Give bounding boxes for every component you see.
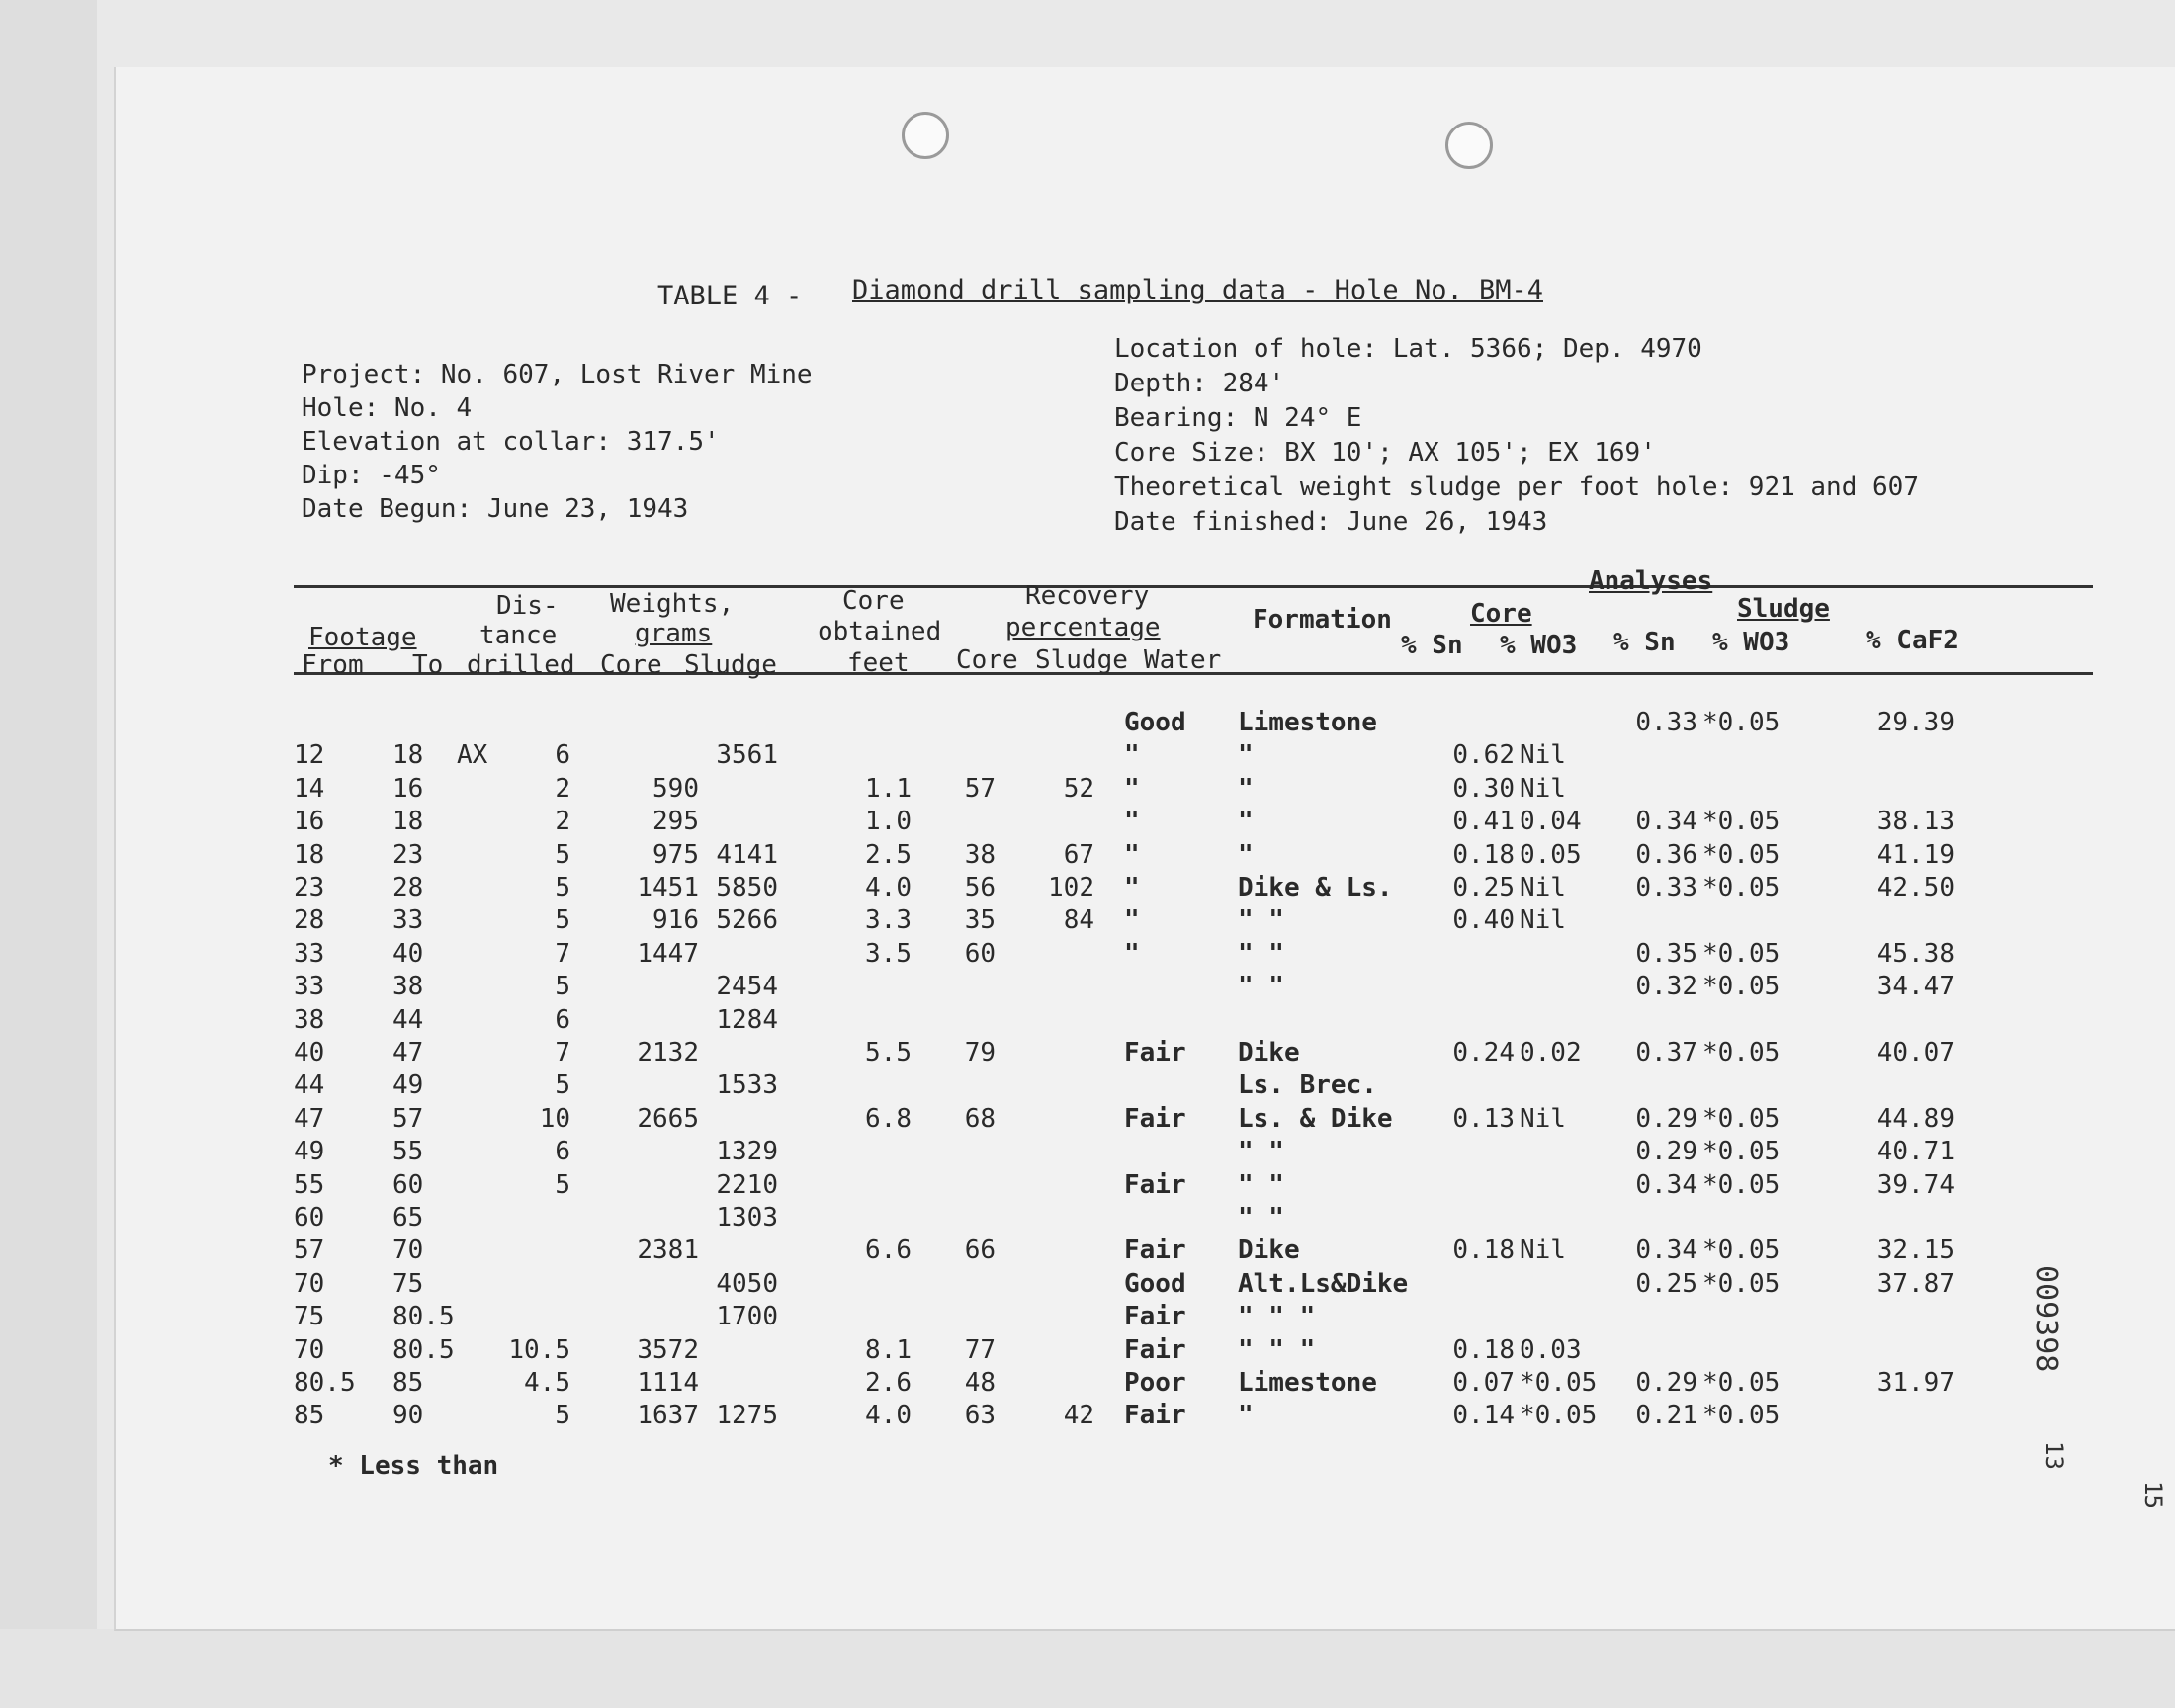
cell-formation: " " — [1238, 972, 1284, 1002]
cell-c-wo3: 0.04 — [1520, 807, 1582, 837]
cell-from: 44 — [294, 1070, 325, 1101]
cell-rec-core: 66 — [964, 1236, 996, 1266]
cell-feet: 6.8 — [865, 1103, 912, 1134]
cell-w-sludge: 1533 — [716, 1070, 778, 1101]
header-core-sn: % Sn — [1401, 631, 1463, 660]
document-page — [114, 67, 2175, 1631]
cell-formation: " — [1238, 740, 1254, 771]
cell-to: 23 — [392, 839, 424, 870]
cell-rec-water: Fair — [1124, 1038, 1186, 1068]
cell-from: 57 — [294, 1236, 325, 1266]
cell-s-sn: 0.34 — [1635, 807, 1697, 837]
cell-drilled: 2 — [555, 773, 570, 804]
cell-from: 16 — [294, 807, 325, 837]
cell-rec-sludge: 67 — [1063, 839, 1094, 870]
cell-rec-water: " — [1124, 938, 1140, 969]
cell-formation: Ls. Brec. — [1238, 1070, 1377, 1101]
cell-s-caf2: 44.89 — [1876, 1103, 1955, 1134]
cell-s-sn: 0.25 — [1635, 1268, 1697, 1299]
cell-rec-sludge: 102 — [1048, 873, 1094, 902]
cell-rec-core: 35 — [964, 905, 996, 936]
cell-s-sn: 0.32 — [1635, 972, 1697, 1002]
hole-line: Hole: No. 4 — [302, 393, 473, 423]
cell-from: 33 — [294, 938, 325, 969]
cell-c-wo3: 0.02 — [1520, 1038, 1582, 1068]
cell-w-core: 2381 — [637, 1236, 699, 1266]
cell-rec-water: Fair — [1124, 1103, 1186, 1134]
header-dis: Dis- — [496, 591, 559, 621]
cell-w-sludge: 1284 — [716, 1004, 778, 1035]
cell-c-wo3: Nil — [1520, 740, 1566, 771]
table-number: TABLE 4 - — [657, 281, 803, 311]
cell-rec-water: Fair — [1124, 1236, 1186, 1266]
cell-c-sn: 0.41 — [1452, 807, 1515, 837]
cell-rec-water: " — [1124, 839, 1140, 870]
cell-c-sn: 0.30 — [1452, 773, 1515, 804]
elevation-line: Elevation at collar: 317.5' — [302, 427, 720, 457]
cell-c-sn: 0.13 — [1452, 1103, 1515, 1134]
cell-formation: " — [1238, 839, 1254, 870]
cell-drilled: 6 — [555, 1004, 570, 1035]
cell-formation: " " — [1238, 1203, 1284, 1233]
cell-c-wo3: 0.03 — [1520, 1334, 1582, 1365]
cell-s-sn: 0.21 — [1635, 1401, 1697, 1431]
cell-formation: " — [1238, 807, 1254, 837]
cell-w-core: 2132 — [637, 1038, 699, 1068]
cell-w-core: 3572 — [637, 1334, 699, 1365]
header-recovery: Recovery — [1025, 581, 1150, 611]
cell-to: 85 — [392, 1368, 424, 1398]
cell-to: 80.5 — [392, 1302, 455, 1332]
header-core-wo3: % WO3 — [1500, 631, 1578, 660]
cell-s-wo3: *0.05 — [1702, 873, 1781, 902]
cell-to: 70 — [392, 1236, 424, 1266]
cell-s-wo3: *0.05 — [1702, 1268, 1781, 1299]
cell-formation: " " — [1238, 1137, 1284, 1167]
header-percentage: percentage — [1005, 613, 1161, 642]
cell-formation: " " — [1238, 1169, 1284, 1200]
cell-feet: 5.5 — [865, 1038, 912, 1068]
cell-drilled: 7 — [555, 938, 570, 969]
header-rec-core: Core — [956, 645, 1018, 675]
cell-from: 55 — [294, 1169, 325, 1200]
cell-from: 47 — [294, 1103, 325, 1134]
header-grams: grams — [635, 619, 713, 648]
cell-w-sludge: 2454 — [716, 972, 778, 1002]
cell-formation: Ls. & Dike — [1238, 1103, 1393, 1134]
header-sludge-wo3: % WO3 — [1712, 628, 1790, 657]
cell-formation: Dike — [1238, 1038, 1300, 1068]
cell-formation: " " " — [1238, 1302, 1316, 1332]
cell-feet: 2.5 — [865, 839, 912, 870]
cell-from: 80.5 — [294, 1368, 356, 1398]
cell-rec-core: 57 — [964, 773, 996, 804]
cell-from: 85 — [294, 1401, 325, 1431]
cell-rec-sludge: 52 — [1063, 773, 1094, 804]
cell-drilled: 10.5 — [508, 1334, 570, 1365]
cell-drilled: 2 — [555, 807, 570, 837]
cell-formation: Limestone — [1238, 708, 1377, 737]
cell-rec-water: " — [1124, 740, 1140, 771]
page-number: 13 — [2041, 1441, 2068, 1470]
cell-formation: Dike & Ls. — [1238, 873, 1393, 902]
cell-formation: " " — [1238, 905, 1284, 936]
cell-formation: Limestone — [1238, 1368, 1377, 1398]
cell-w-sludge: 1329 — [716, 1137, 778, 1167]
cell-s-sn: 0.29 — [1635, 1368, 1697, 1398]
header-analyses: Analyses — [1589, 566, 1713, 596]
stamp-number: 009398 — [2029, 1265, 2063, 1373]
cell-drilled: 5 — [555, 839, 570, 870]
cell-from: 70 — [294, 1334, 325, 1365]
cell-w-core: 1114 — [637, 1368, 699, 1398]
header-analyses-sludge: Sludge — [1737, 594, 1830, 624]
header-footage: Footage — [308, 623, 417, 652]
cell-w-core: 1637 — [637, 1401, 699, 1431]
cell-w-core: 1447 — [637, 938, 699, 969]
cell-rec-water: Fair — [1124, 1169, 1186, 1200]
cell-w-sludge: 2210 — [716, 1169, 778, 1200]
cell-c-sn: 0.40 — [1452, 905, 1515, 936]
cell-rec-water: Fair — [1124, 1401, 1186, 1431]
bearing-line: Bearing: N 24° E — [1114, 403, 1362, 433]
cell-from: 60 — [294, 1203, 325, 1233]
cell-feet: 3.3 — [865, 905, 912, 936]
cell-w-core: 295 — [652, 807, 699, 837]
cell-rec-sludge: 84 — [1063, 905, 1094, 936]
cell-to: 18 — [392, 740, 424, 771]
cell-feet: 1.1 — [865, 773, 912, 804]
cell-s-wo3: *0.05 — [1702, 1038, 1781, 1068]
cell-rec-core: 77 — [964, 1334, 996, 1365]
corner-mark: 15 — [2139, 1481, 2167, 1509]
cell-s-sn: 0.34 — [1635, 1236, 1697, 1266]
header-formation: Formation — [1253, 605, 1392, 635]
cell-s-wo3: *0.05 — [1702, 708, 1781, 737]
cell-s-sn: 0.29 — [1635, 1137, 1697, 1167]
cell-rec-water: Poor — [1124, 1368, 1186, 1398]
cell-drilled: 5 — [555, 1169, 570, 1200]
header-core-obtained-2: obtained — [818, 617, 942, 646]
header-weight-sludge: Sludge — [684, 650, 777, 680]
cell-rec-core: 79 — [964, 1038, 996, 1068]
cell-c-wo3: Nil — [1520, 1236, 1566, 1266]
cell-formation: " — [1238, 1401, 1254, 1431]
cell-w-sludge: 1700 — [716, 1302, 778, 1332]
cell-formation: Alt.Ls&Dike — [1238, 1268, 1409, 1299]
cell-from: 33 — [294, 972, 325, 1002]
cell-drilled: 5 — [555, 905, 570, 936]
cell-s-wo3: *0.05 — [1702, 972, 1781, 1002]
cell-to: 16 — [392, 773, 424, 804]
punch-hole-right — [1445, 122, 1493, 169]
cell-c-wo3: *0.05 — [1520, 1368, 1598, 1398]
cell-c-sn: 0.24 — [1452, 1038, 1515, 1068]
cell-feet: 3.5 — [865, 938, 912, 969]
cell-c-wo3: Nil — [1520, 773, 1566, 804]
header-top-rule — [294, 585, 2093, 588]
cell-s-sn: 0.35 — [1635, 938, 1697, 969]
project-line: Project: No. 607, Lost River Mine — [302, 360, 813, 389]
cell-rec-water: " — [1124, 807, 1140, 837]
cell-to: 75 — [392, 1268, 424, 1299]
location-line: Location of hole: Lat. 5366; Dep. 4970 — [1114, 334, 1702, 364]
cell-s-sn: 0.37 — [1635, 1038, 1697, 1068]
cell-s-sn: 0.29 — [1635, 1103, 1697, 1134]
cell-to: 60 — [392, 1169, 424, 1200]
cell-s-caf2: 39.74 — [1876, 1169, 1955, 1200]
cell-s-wo3: *0.05 — [1702, 1169, 1781, 1200]
header-core-obtained-1: Core — [842, 586, 905, 616]
cell-to: 38 — [392, 972, 424, 1002]
header-rec-water: Water — [1144, 645, 1222, 675]
cell-w-sludge: 5266 — [716, 905, 778, 936]
cell-s-sn: 0.34 — [1635, 1169, 1697, 1200]
header-from: From — [302, 650, 364, 680]
cell-drilled: 10 — [539, 1103, 570, 1134]
cell-s-caf2: 41.19 — [1876, 839, 1955, 870]
cell-c-wo3: 0.05 — [1520, 839, 1582, 870]
cell-from: 40 — [294, 1038, 325, 1068]
cell-w-sludge: 4050 — [716, 1268, 778, 1299]
cell-w-sludge: 1303 — [716, 1203, 778, 1233]
cell-to: 40 — [392, 938, 424, 969]
header-feet: feet — [847, 648, 910, 678]
cell-c-sn: 0.18 — [1452, 1236, 1515, 1266]
cell-s-caf2: 45.38 — [1876, 938, 1955, 969]
theoretical-weight-line: Theoretical weight sludge per foot hole: 921 and 607 — [1114, 472, 1919, 502]
cell-to: 44 — [392, 1004, 424, 1035]
cell-s-wo3: *0.05 — [1702, 807, 1781, 837]
cell-rec-water: Fair — [1124, 1302, 1186, 1332]
cell-feet: 2.6 — [865, 1368, 912, 1398]
cell-from: 18 — [294, 839, 325, 870]
cell-size: AX — [457, 740, 488, 771]
cell-w-sludge: 1275 — [716, 1401, 778, 1431]
cell-c-wo3: *0.05 — [1520, 1401, 1598, 1431]
scan-bottom-edge — [0, 1629, 2175, 1708]
cell-from: 28 — [294, 905, 325, 936]
header-weight-core: Core — [600, 650, 662, 680]
cell-c-sn: 0.14 — [1452, 1401, 1515, 1431]
cell-s-caf2: 40.71 — [1876, 1137, 1955, 1167]
cell-rec-core: 60 — [964, 938, 996, 969]
cell-from: 75 — [294, 1302, 325, 1332]
cell-to: 65 — [392, 1203, 424, 1233]
cell-to: 55 — [392, 1137, 424, 1167]
dip-line: Dip: -45° — [302, 461, 441, 490]
cell-from: 14 — [294, 773, 325, 804]
cell-rec-core: 68 — [964, 1103, 996, 1134]
cell-rec-core: 63 — [964, 1401, 996, 1431]
cell-s-caf2: 29.39 — [1876, 708, 1955, 737]
cell-feet: 1.0 — [865, 807, 912, 837]
header-tance: tance — [479, 621, 558, 650]
cell-s-wo3: *0.05 — [1702, 1236, 1781, 1266]
cell-rec-water: " — [1124, 773, 1140, 804]
header-weights: Weights, — [610, 589, 735, 619]
header-analyses-core: Core — [1470, 599, 1532, 629]
cell-w-sludge: 3561 — [716, 740, 778, 771]
cell-s-wo3: *0.05 — [1702, 839, 1781, 870]
cell-s-sn: 0.36 — [1635, 839, 1697, 870]
cell-s-caf2: 32.15 — [1876, 1236, 1955, 1266]
cell-rec-water: Good — [1124, 1268, 1186, 1299]
header-rec-sludge: Sludge — [1035, 645, 1128, 675]
cell-s-caf2: 42.50 — [1876, 873, 1955, 902]
cell-c-sn: 0.18 — [1452, 1334, 1515, 1365]
cell-rec-water: " — [1124, 905, 1140, 936]
cell-drilled: 7 — [555, 1038, 570, 1068]
cell-drilled: 5 — [555, 972, 570, 1002]
cell-to: 49 — [392, 1070, 424, 1101]
cell-feet: 4.0 — [865, 873, 912, 902]
cell-drilled: 5 — [555, 873, 570, 902]
table-title: Diamond drill sampling data - Hole No. BM-4 — [852, 275, 1543, 305]
cell-w-core: 916 — [652, 905, 699, 936]
cell-to: 80.5 — [392, 1334, 455, 1365]
cell-drilled: 6 — [555, 740, 570, 771]
footnote: * Less than — [328, 1451, 499, 1481]
cell-to: 33 — [392, 905, 424, 936]
cell-feet: 6.6 — [865, 1236, 912, 1266]
cell-from: 70 — [294, 1268, 325, 1299]
cell-formation: " — [1238, 773, 1254, 804]
cell-to: 57 — [392, 1103, 424, 1134]
header-sludge-caf2: % CaF2 — [1866, 626, 1958, 655]
cell-drilled: 5 — [555, 1070, 570, 1101]
cell-drilled: 6 — [555, 1137, 570, 1167]
cell-c-wo3: Nil — [1520, 905, 1566, 936]
cell-s-caf2: 31.97 — [1876, 1368, 1955, 1398]
cell-from: 23 — [294, 873, 325, 902]
cell-s-sn: 0.33 — [1635, 873, 1697, 902]
cell-rec-core: 48 — [964, 1368, 996, 1398]
cell-s-sn: 0.33 — [1635, 708, 1697, 737]
cell-s-wo3: *0.05 — [1702, 1137, 1781, 1167]
cell-to: 18 — [392, 807, 424, 837]
cell-s-wo3: *0.05 — [1702, 1103, 1781, 1134]
header-sludge-sn: % Sn — [1613, 628, 1676, 657]
cell-c-sn: 0.07 — [1452, 1368, 1515, 1398]
cell-from: 49 — [294, 1137, 325, 1167]
cell-w-core: 2665 — [637, 1103, 699, 1134]
cell-rec-core: 56 — [964, 873, 996, 902]
cell-drilled: 4.5 — [524, 1368, 570, 1398]
cell-w-sludge: 4141 — [716, 839, 778, 870]
cell-s-wo3: *0.05 — [1702, 938, 1781, 969]
cell-feet: 4.0 — [865, 1401, 912, 1431]
cell-rec-water: " — [1124, 873, 1140, 902]
date-begun-line: Date Begun: June 23, 1943 — [302, 494, 689, 524]
cell-formation: " " — [1238, 938, 1284, 969]
cell-rec-water: Good — [1124, 708, 1186, 737]
cell-s-caf2: 34.47 — [1876, 972, 1955, 1002]
cell-to: 47 — [392, 1038, 424, 1068]
punch-hole-left — [902, 112, 949, 159]
cell-s-wo3: *0.05 — [1702, 1401, 1781, 1431]
cell-to: 90 — [392, 1401, 424, 1431]
cell-s-caf2: 37.87 — [1876, 1268, 1955, 1299]
cell-c-wo3: Nil — [1520, 1103, 1566, 1134]
header-to: To — [412, 650, 444, 680]
core-size-line: Core Size: BX 10'; AX 105'; EX 169' — [1114, 438, 1656, 468]
cell-rec-sludge: 42 — [1063, 1401, 1094, 1431]
depth-line: Depth: 284' — [1114, 369, 1285, 398]
cell-formation: Dike — [1238, 1236, 1300, 1266]
cell-w-sludge: 5850 — [716, 873, 778, 902]
cell-rec-water: Fair — [1124, 1334, 1186, 1365]
cell-w-core: 975 — [652, 839, 699, 870]
date-finished-line: Date finished: June 26, 1943 — [1114, 507, 1548, 537]
header-drilled: drilled — [467, 650, 575, 680]
cell-s-wo3: *0.05 — [1702, 1368, 1781, 1398]
scan-left-edge — [0, 0, 97, 1708]
cell-s-caf2: 38.13 — [1876, 807, 1955, 837]
cell-c-wo3: Nil — [1520, 873, 1566, 902]
cell-from: 12 — [294, 740, 325, 771]
cell-w-core: 1451 — [637, 873, 699, 902]
cell-s-caf2: 40.07 — [1876, 1038, 1955, 1068]
cell-from: 38 — [294, 1004, 325, 1035]
cell-formation: " " " — [1238, 1334, 1316, 1365]
cell-to: 28 — [392, 873, 424, 902]
cell-c-sn: 0.62 — [1452, 740, 1515, 771]
cell-feet: 8.1 — [865, 1334, 912, 1365]
cell-c-sn: 0.18 — [1452, 839, 1515, 870]
cell-rec-core: 38 — [964, 839, 996, 870]
cell-w-core: 590 — [652, 773, 699, 804]
cell-c-sn: 0.25 — [1452, 873, 1515, 902]
cell-drilled: 5 — [555, 1401, 570, 1431]
